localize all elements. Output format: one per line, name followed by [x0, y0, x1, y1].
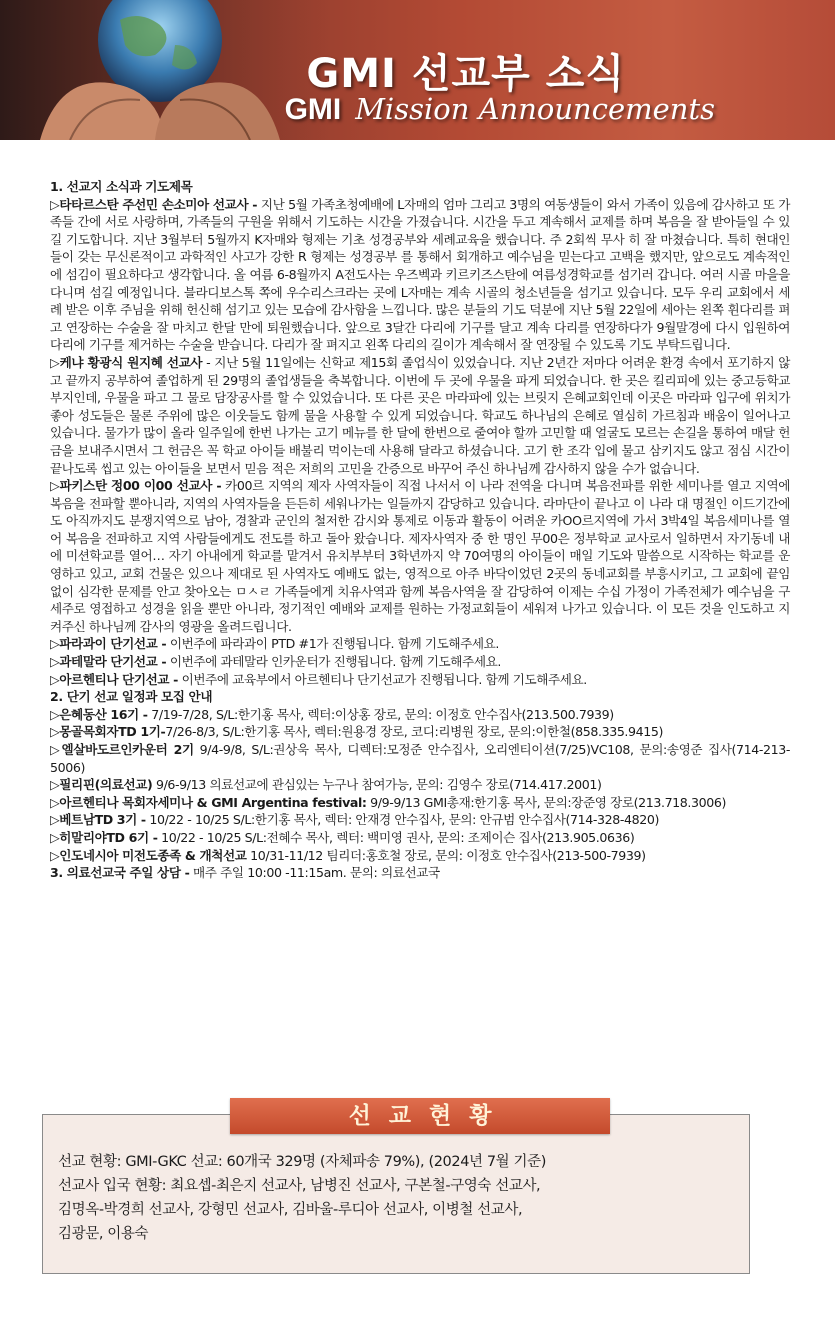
earth-in-hands-icon — [0, 0, 330, 140]
status-box-text — [58, 1150, 748, 1246]
status-banner — [230, 1098, 610, 1134]
announcement-content — [50, 178, 790, 882]
list-item — [50, 811, 790, 829]
item-label: ▷파라과이 단기선교 - — [50, 636, 167, 652]
item-text: 10/31-11/12 팀리더:홍호철 장로, 문의: 이정호 안수집사(213-500-7939) — [246, 847, 646, 863]
item-label: ▷파키스탄 정00 이00 선교사 - — [50, 478, 222, 494]
item-text: 지난 5월 가족초청예배에 L자매의 엄마 그리고 3명의 여동생들이 와서 가족이 있음에 감사하고 또 가족들 간에 서로 사랑하며, 가족들의 구원을 위해서 기도하는 시간을 가졌습니다. 시간을 두고 계속해서 교제를 하며 복음을 잘 받아들일 수 있길 기도합니다. 지난 3월부터 5월까지 K자매와 형제는 기초 성경공부와 세례교육을 했습니다. 주 2회씩 무사 히 잘 마쳤습니다. 특히 현대인들이 갖는 무신론적이고 과학적인 사고가 강한 R 형제는 성경공부 를 통해서 회개하고 예수님을 믿는다고 고백을 했지만, 앞으로도 계속적인에 섬김이 필요하다고 생각합니다. 올 여름 6-8월까지 A전도사는 우즈벡과 키르키즈스탄에 여름성경학교를 섬기러 갑니다. 여러 시골 마을을 다니며 섬길 예정입니다. 블라디보스톡 쪽에 우수리스크라는 곳에 L자매는 계속 시골의 청소년들을 섬기고 있습니다. 모두 우리 교회에서 세례 받은 이후 주님을 위해 헌신해 섬기고 있는 모습에 감사함을 느낍니다. 많은 분들의 기도 덕분에 지난 5월 22일에 세아는 왼쪽 휜다리를 펴고 연장하는 수술을 잘 마치고 한달 만에 퇴원했습니다. 앞으로 3달간 다리에 기구를 달고 계속 다리를 연장하다가 9월말경에 다시 입원하여 다리에 기구를 제거하는 수술을 받습니다. 다리가 잘 펴지고 왼쪽 다리의 길이가 계속해서 잘 연장될 수 있도록 기도 부탁드립니다. — [50, 196, 790, 353]
list-item — [50, 741, 790, 776]
item-text: 9/6-9/13 의료선교에 관심있는 누구나 참여가능, 문의: 김영수 장로(714.417.2001) — [152, 777, 602, 793]
item-label: ▷타타르스탄 주선민 손소미아 선교사 - — [50, 196, 258, 212]
status-line: 선교 현황: GMI-GKC 선교: 60개국 329명 (자체파송 79%), (2024년 7월 기준) — [58, 1154, 546, 1170]
list-item — [50, 794, 790, 812]
item-text: 이번주에 교육부에서 아르헨티나 단기선교가 진행됩니다. 함께 기도해주세요. — [177, 671, 587, 687]
item-text: 9/4-9/8, S/L:권상욱 목사, 디렉터:모정준 안수집사, 오리엔티이션(7/25)VC108, 문의:송영준 집사(714-213-5006) — [50, 742, 790, 775]
item-label: ▷아르헨티나 단기선교 - — [50, 671, 178, 687]
list-item — [50, 671, 790, 689]
status-line: 김명옥-박경희 선교사, 강형민 선교사, 김바울-루디아 선교사, 이병철 선교사, — [58, 1202, 523, 1218]
item-text: 10/22 - 10/25 S/L:전혜수 목사, 렉터: 백미영 권사, 문의: 조제이슨 집사(213.905.0636) — [157, 829, 635, 845]
header-banner — [0, 0, 835, 140]
item-label: ▷필리핀(의료선교) — [50, 777, 153, 793]
item-label: ▷베트남TD 3기 - — [50, 812, 146, 828]
item-text: 7/26-8/3, S/L:한기홍 목사, 렉터:원용경 장로, 코디:리병원 장로, 문의:이한철(858.335.9415) — [165, 724, 663, 740]
item-label: ▷히말리야TD 6기 - — [50, 829, 158, 845]
list-item — [50, 723, 790, 741]
page-subtitle — [285, 92, 715, 127]
item-text: 이번주에 과테말라 인카운터가 진행됩니다. 함께 기도해주세요. — [166, 654, 501, 670]
section-heading: 2. 단기 선교 일정과 모집 안내 — [50, 689, 213, 705]
item-text: 9/9-9/13 GMI총재:한기홍 목사, 문의:장준영 장로(213.718.3006) — [366, 794, 726, 810]
item-label: ▷아르헨티나 목회자세미나 & GMI Argentina festival: — [50, 794, 367, 810]
list-item — [50, 847, 790, 865]
item-label: ▷케냐 황광식 원지혜 선교사 — [50, 354, 203, 370]
item-label: ▷인도네시아 미전도종족 & 개척선교 — [50, 847, 247, 863]
status-banner-label: 선교현황 — [348, 1103, 510, 1129]
list-item — [50, 829, 790, 847]
item-label: ▷몽골목회자TD 1기- — [50, 724, 166, 740]
list-item — [50, 635, 790, 653]
list-item — [50, 477, 790, 635]
list-item — [50, 653, 790, 671]
section-heading — [50, 864, 790, 882]
list-item — [50, 196, 790, 354]
status-line: 선교사 입국 현황: 최요셉-최은지 선교사, 남병진 선교사, 구본철-구영숙 선교사, — [58, 1178, 541, 1194]
item-label: ▷과테말라 단기선교 - — [50, 654, 167, 670]
item-text: 카00르 지역의 제자 사역자들이 직접 나서서 이 나라 전역을 다니며 복음전파를 위한 세미나를 열고 지역에 복음을 전파할 뿐아니라, 지역의 사역자들을 든든히 세워나가는 일들까지 감당하고 있습니다. 라마단이 끝나고 이 나라 대 명절인 이드기간에도 아직까지도 분쟁지역으로 남아, 경찰과 군인의 철저한 감시와 통제로 이동과 활동이 어려운 카OO르지역에 가서 3박4일 복음세미나를 열어 복음을 전파하고 지역 사람들에게도 전도를 하고 돌아 왔습니다. 제자사역자 중 한 명인 무00은 정부학교 교사로서 일하면서 자기동네 내에 미션학교를 열어… 자기 아내에게 학교를 맡겨서 유치부부터 3학년까지 약 70여명의 아이들이 매일 기도와 말씀으로 시작하는 학교를 운영하고 있고, 교회 건물은 있으나 제대로 된 사역자도 예배도 없는, 영적으로 아주 바닥이었던 2곳의 동네교회를 부흥시키고, 그 교회에 끝임없이 심각한 문제를 안고 찾아오는 ㅁㅅㄹ 가족들에게 치유사역과 함께 복음사역을 잘 감당하여 이제는 수십 가정이 가족전체가 예수님을 구세주로 영접하고 성경을 읽을 뿐만 아니라, 정기적인 예배와 교제를 원하는 가정교회들이 세워져 나가고 있습니다. 이 모든 것을 인도하고 지켜주신 하나님께 감사의 영광을 올려드립니다. — [50, 478, 790, 634]
subtitle-bold: GMI — [284, 93, 342, 126]
page-title: GMI 선교부 소식 — [306, 51, 625, 97]
list-item — [50, 354, 790, 477]
item-text: 매주 주일 10:00 -11:15am. 문의: 의료선교국 — [189, 865, 440, 881]
item-text: 10/22 - 10/25 S/L:한기홍 목사, 렉터: 안재경 안수집사, 문의: 안규범 안수집사(714-328-4820) — [145, 812, 659, 828]
status-line: 김광문, 이용숙 — [58, 1226, 149, 1242]
subtitle-script: Mission Announcements — [355, 92, 715, 126]
item-label: ▷엘살바도르인카운터 2기 — [50, 742, 194, 757]
item-label: 3. 의료선교국 주일 상담 - — [50, 865, 190, 881]
list-item — [50, 706, 790, 724]
item-text: - 지난 5월 11일에는 신학교 제15회 졸업식이 있었습니다. 지난 2년간 저마다 어려운 환경 속에서 포기하지 않고 끝까지 공부하여 졸업하게 된 29명의 졸업생들을 축복합니다. 이번에 두 곳에 우물을 파게 되었습니다. 한 곳은 킬리피에 있는 중고등학교 부지인데, 우물을 파고 그 물로 담장공사를 할 수 있었습니다. 또 다른 곳은 마라파에 있는 브릿지 은혜교회인데 이곳은 마라파 입구에 위치가 좋아 성도들은 물론 주위에 많은 이웃들도 함께 물을 사용할 수 있게 되었습니다. 학교도 하나님의 은혜로 열심히 가르침과 배움이 일어나고 있습니다. 물가가 많이 올라 일주일에 한번 나가는 고기 메뉴를 한 달에 한번으로 줄여야 할까 고민할 때 얼굴도 모르는 손길을 통하여 매달 헌금을 보내주시면서 그 헌금은 꼭 학교 아이들 배불리 먹이는데 사용해 달라고 하셨습니다. 고기 한 조각 입에 물고 삼키지도 않고 점심 시간이 끝나도록 씹고 있는 아이들을 보면서 믿음 적은 저희의 고민을 간증으로 바꾸어 주신 하나님께 감사하지 않을 수가 없습니다. — [50, 354, 790, 476]
item-text: 이번주에 파라과이 PTD #1가 진행됩니다. 함께 기도해주세요. — [166, 636, 500, 652]
item-label: ▷은혜동산 16기 - — [50, 706, 148, 722]
list-item — [50, 776, 790, 794]
item-text: 7/19-7/28, S/L:한기홍 목사, 렉터:이상홍 장로, 문의: 이정호 안수집사(213.500.7939) — [147, 706, 614, 722]
section-heading: 1. 선교지 소식과 기도제목 — [50, 179, 193, 194]
